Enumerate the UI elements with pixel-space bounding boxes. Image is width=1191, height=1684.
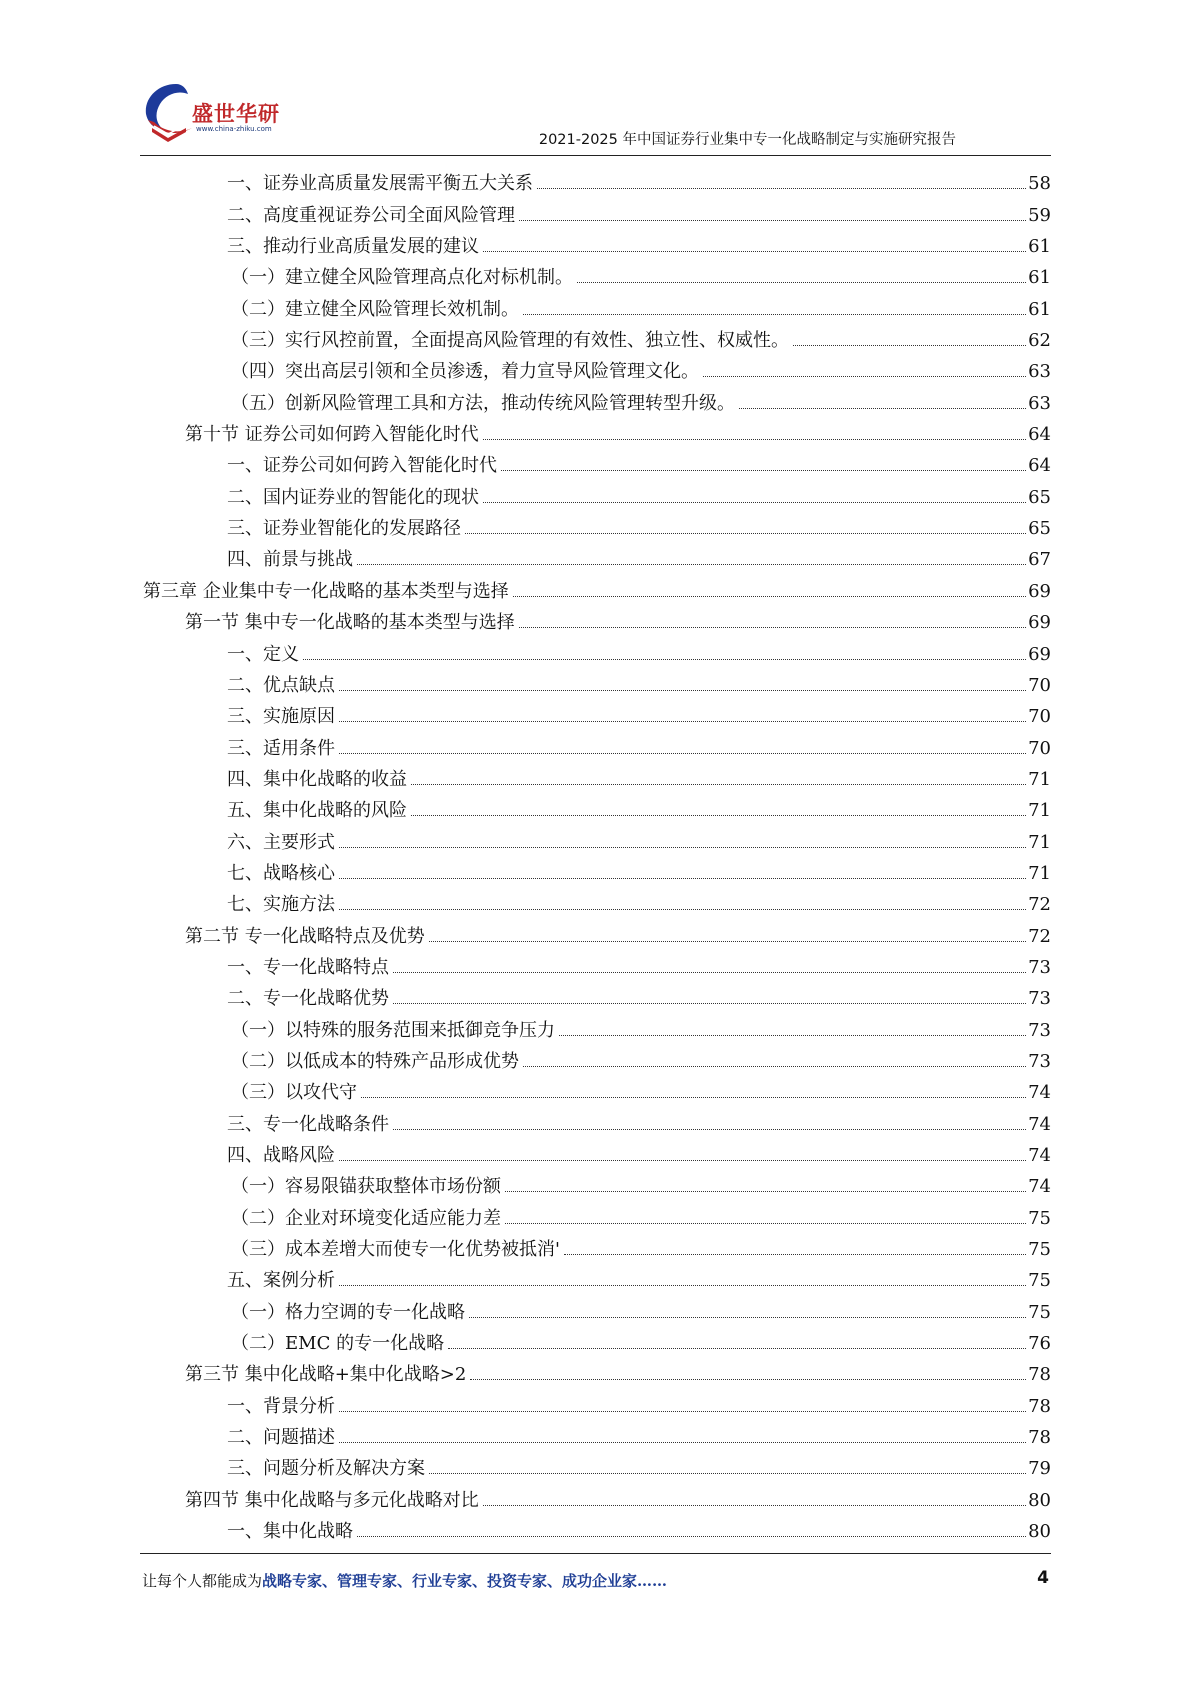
toc-entry-label: （一）建立健全风险管理高点化对标机制。 [231,267,573,289]
toc-entry[interactable] [140,415,1051,446]
footer-prefix: 让每个人都能成为 [142,1572,263,1590]
toc-entry[interactable] [140,509,1051,540]
toc-leader-dots [469,1317,1026,1318]
toc-entry-label: 一、证券业高质量发展需平衡五大关系 [227,173,533,195]
toc-entry-label: （二）建立健全风险管理长效机制。 [231,298,519,320]
toc-leader-dots [793,345,1026,346]
toc-entry-page: 71 [1028,862,1051,884]
toc-leader-dots [523,314,1026,315]
toc-entry[interactable] [140,1292,1051,1323]
toc-entry-label: 三、专一化战略条件 [227,1113,389,1135]
toc-leader-dots [465,533,1026,534]
toc-entry-page: 80 [1028,1521,1051,1543]
toc-entry-label: 四、战略风险 [227,1145,335,1166]
toc-leader-dots [357,564,1026,565]
toc-entry[interactable] [140,477,1051,508]
toc-entry[interactable] [140,383,1051,414]
toc-entry-label: （五）创新风险管理工具和方法，推动传统风险管理转型升级。 [231,392,735,414]
toc-leader-dots [357,1536,1026,1537]
logo-emblem-icon [140,80,200,144]
toc-leader-dots [739,408,1026,409]
toc-entry[interactable] [140,1512,1051,1543]
toc-entry-page: 61 [1028,298,1051,320]
toc-entry[interactable] [140,1167,1051,1198]
toc-entry[interactable] [140,1136,1051,1167]
toc-entry-page: 80 [1028,1489,1051,1511]
toc-entry[interactable] [140,571,1051,602]
toc-entry-page: 75 [1028,1301,1051,1323]
toc-entry-page: 67 [1028,549,1051,571]
toc-leader-dots [501,470,1026,471]
toc-entry[interactable] [140,760,1051,791]
report-title: 2021-2025 年中国证券行业集中专一化战略制定与实施研究报告 [538,132,956,148]
toc-entry-label: （二）企业对环境变化适应能力差 [231,1207,501,1229]
toc-entry[interactable] [140,1324,1051,1355]
header-divider [140,155,1051,156]
toc-entry[interactable] [140,1449,1051,1480]
toc-leader-dots [519,220,1026,221]
toc-entry-label: 一、集中化战略 [227,1521,353,1543]
toc-entry-label: （一）以特殊的服务范围来抵御竞争压力 [231,1019,555,1041]
toc-entry-page: 61 [1028,236,1051,258]
toc-leader-dots [339,1160,1026,1161]
toc-leader-dots [703,376,1026,377]
toc-entry-page: 69 [1028,612,1051,634]
toc-entry-page: 73 [1028,956,1051,978]
toc-entry[interactable] [140,446,1051,477]
toc-entry-label: 二、问题描述 [227,1427,335,1449]
toc-entry-label: 五、集中化战略的风险 [227,800,407,822]
toc-leader-dots [513,596,1026,597]
toc-entry[interactable] [140,164,1051,195]
toc-entry[interactable] [140,1261,1051,1292]
toc-entry-page: 59 [1028,204,1051,226]
toc-entry[interactable] [140,289,1051,320]
toc-leader-dots [537,188,1026,189]
toc-entry-label: 二、优点缺点 [227,674,335,696]
toc-entry-label: （三）以攻代守 [231,1082,357,1104]
toc-entry[interactable] [140,1073,1051,1104]
toc-entry-label: 第三节 集中化战略+集中化战略>2 [185,1364,467,1386]
toc-leader-dots [483,439,1026,440]
toc-entry-page: 73 [1028,1019,1051,1041]
page-number: 4 [1037,1568,1049,1588]
toc-entry-label: （一）容易限锚获取整体市场份额 [231,1176,501,1198]
toc-entry-page: 78 [1028,1364,1051,1386]
toc-entry[interactable] [140,540,1051,571]
toc-entry-page: 63 [1028,361,1051,383]
toc-leader-dots [505,1223,1026,1224]
toc-entry-label: 三、推动行业高质量发展的建议 [227,236,479,258]
toc-entry-label: 二、国内证券业的智能化的现状 [227,486,479,508]
toc-entry[interactable] [140,1230,1051,1261]
toc-entry[interactable] [140,1104,1051,1135]
toc-entry-label: 第四节 集中化战略与多元化战略对比 [185,1489,479,1511]
toc-entry-page: 70 [1028,674,1051,696]
toc-leader-dots [339,878,1026,879]
toc-entry-label: 三、证券业智能化的发展路径 [227,518,461,540]
toc-entry[interactable] [140,697,1051,728]
toc-leader-dots [429,1473,1026,1474]
toc-leader-dots [339,1411,1026,1412]
toc-entry-label: 三、问题分析及解决方案 [227,1458,425,1480]
toc-leader-dots [523,1066,1026,1067]
toc-entry-page: 79 [1028,1458,1051,1480]
toc-entry-label: （一）格力空调的专一化战略 [231,1301,465,1323]
toc-entry[interactable] [140,666,1051,697]
toc-leader-dots [577,282,1026,283]
toc-entry-label: 第十节 证券公司如何跨入智能化时代 [185,424,479,446]
toc-entry-label: （三）成本差增大而使专一化优势被抵消' [231,1239,560,1261]
toc-entry-page: 75 [1028,1270,1051,1292]
toc-leader-dots [448,1348,1026,1349]
toc-entry-page: 69 [1028,580,1051,602]
toc-entry[interactable] [140,258,1051,289]
toc-entry[interactable] [140,227,1051,258]
footer-slogan [142,1570,667,1591]
toc-leader-dots [393,1003,1026,1004]
toc-entry-page: 62 [1028,330,1051,352]
toc-entry[interactable] [140,791,1051,822]
toc-entry-label: 七、战略核心 [227,862,335,884]
toc-entry-label: 二、高度重视证券公司全面风险管理 [227,204,515,226]
toc-leader-dots [564,1254,1026,1255]
toc-entry-page: 78 [1028,1427,1051,1449]
toc-entry-label: 四、前景与挑战 [227,549,353,571]
toc-leader-dots [483,1505,1026,1506]
toc-entry-page: 65 [1028,486,1051,508]
toc-entry-page: 76 [1028,1333,1051,1355]
toc-entry-label: 六、主要形式 [227,831,335,853]
toc-entry-page: 65 [1028,518,1051,540]
toc-entry[interactable] [140,979,1051,1010]
logo-name: 盛世华研 [192,102,280,126]
toc-entry[interactable] [140,854,1051,885]
toc-entry[interactable] [140,634,1051,665]
toc-leader-dots [361,1097,1026,1098]
toc-entry-page: 74 [1028,1113,1051,1135]
toc-entry-page: 64 [1028,455,1051,477]
toc-entry-page: 73 [1028,1050,1051,1072]
toc-entry-page: 71 [1028,800,1051,822]
toc-entry-label: 第三章 企业集中专一化战略的基本类型与选择 [143,580,509,602]
toc-entry-label: 一、专一化战略特点 [227,956,389,978]
toc-leader-dots [339,721,1026,722]
toc-leader-dots [483,251,1026,252]
toc-entry-page: 71 [1028,768,1051,790]
toc-entry-label: 第一节 集中专一化战略的基本类型与选择 [185,612,515,634]
toc-leader-dots [483,502,1026,503]
toc-entry[interactable] [140,195,1051,226]
toc-entry-label: （四）突出高层引领和全员渗透，着力宣导风险管理文化。 [231,361,699,383]
toc-entry-label: 四、集中化战略的收益 [227,768,407,790]
toc-entry[interactable] [140,728,1051,759]
toc-leader-dots [303,659,1026,660]
toc-entry[interactable] [140,1386,1051,1417]
toc-entry-label: （二）以低成本的特殊产品形成优势 [231,1050,519,1072]
toc-entry-page: 74 [1028,1145,1051,1166]
toc-entry[interactable] [140,1010,1051,1041]
toc-leader-dots [339,1285,1026,1286]
toc-leader-dots [339,847,1026,848]
toc-leader-dots [339,690,1026,691]
toc-entry-label: 五、案例分析 [227,1270,335,1292]
toc-entry[interactable] [140,1042,1051,1073]
toc-leader-dots [470,1379,1026,1380]
footer-highlight: 战略专家、管理专家、行业专家、投资专家、成功企业家…… [262,1572,668,1590]
toc-entry[interactable] [140,603,1051,634]
toc-entry-label: 一、证券公司如何跨入智能化时代 [227,455,497,477]
toc-entry-page: 69 [1028,643,1051,665]
toc-entry-page: 61 [1028,267,1051,289]
toc-entry-label: 第二节 专一化战略特点及优势 [185,925,425,947]
toc-entry-page: 71 [1028,831,1051,853]
toc-entry[interactable] [140,1355,1051,1386]
toc-entry[interactable] [140,321,1051,352]
toc-entry[interactable] [140,1480,1051,1511]
toc-entry-label: 三、实施原因 [227,706,335,728]
footer-divider [140,1553,1051,1554]
logo-url: www.china-zhiku.com [196,125,272,133]
toc-entry-page: 58 [1028,173,1051,195]
toc-entry[interactable] [140,352,1051,383]
company-logo [140,80,320,150]
toc-entry[interactable] [140,916,1051,947]
toc-entry-page: 75 [1028,1207,1051,1229]
toc-entry-page: 75 [1028,1239,1051,1261]
toc-entry[interactable] [140,822,1051,853]
toc-entry[interactable] [140,885,1051,916]
toc-leader-dots [411,784,1026,785]
toc-entry-page: 74 [1028,1082,1051,1104]
toc-entry-page: 74 [1028,1176,1051,1198]
table-of-contents [140,164,1051,1543]
toc-entry-page: 72 [1028,925,1051,947]
toc-leader-dots [559,1035,1026,1036]
toc-entry-label: 一、背景分析 [227,1395,335,1417]
toc-entry-page: 70 [1028,706,1051,728]
toc-leader-dots [519,627,1026,628]
toc-entry-label: （二）EMC 的专一化战略 [231,1333,445,1355]
toc-entry-page: 63 [1028,392,1051,414]
toc-entry-page: 72 [1028,894,1051,916]
toc-leader-dots [393,1129,1026,1130]
toc-entry[interactable] [140,1198,1051,1229]
toc-entry-page: 73 [1028,988,1051,1010]
toc-entry[interactable] [140,1418,1051,1449]
toc-entry-label: 三、适用条件 [227,737,335,759]
toc-entry-page: 70 [1028,737,1051,759]
toc-leader-dots [411,815,1026,816]
toc-entry-page: 78 [1028,1395,1051,1417]
toc-entry-label: 一、定义 [227,643,299,665]
toc-entry-page: 64 [1028,424,1051,446]
toc-leader-dots [339,753,1026,754]
toc-entry-label: （三）实行风控前置，全面提高风险管理的有效性、独立性、权威性。 [231,330,789,352]
toc-leader-dots [393,972,1026,973]
toc-entry-label: 二、专一化战略优势 [227,988,389,1010]
toc-entry-label: 七、实施方法 [227,894,335,916]
toc-leader-dots [339,909,1026,910]
toc-leader-dots [429,941,1026,942]
toc-leader-dots [505,1191,1026,1192]
toc-entry[interactable] [140,948,1051,979]
toc-leader-dots [339,1442,1026,1443]
